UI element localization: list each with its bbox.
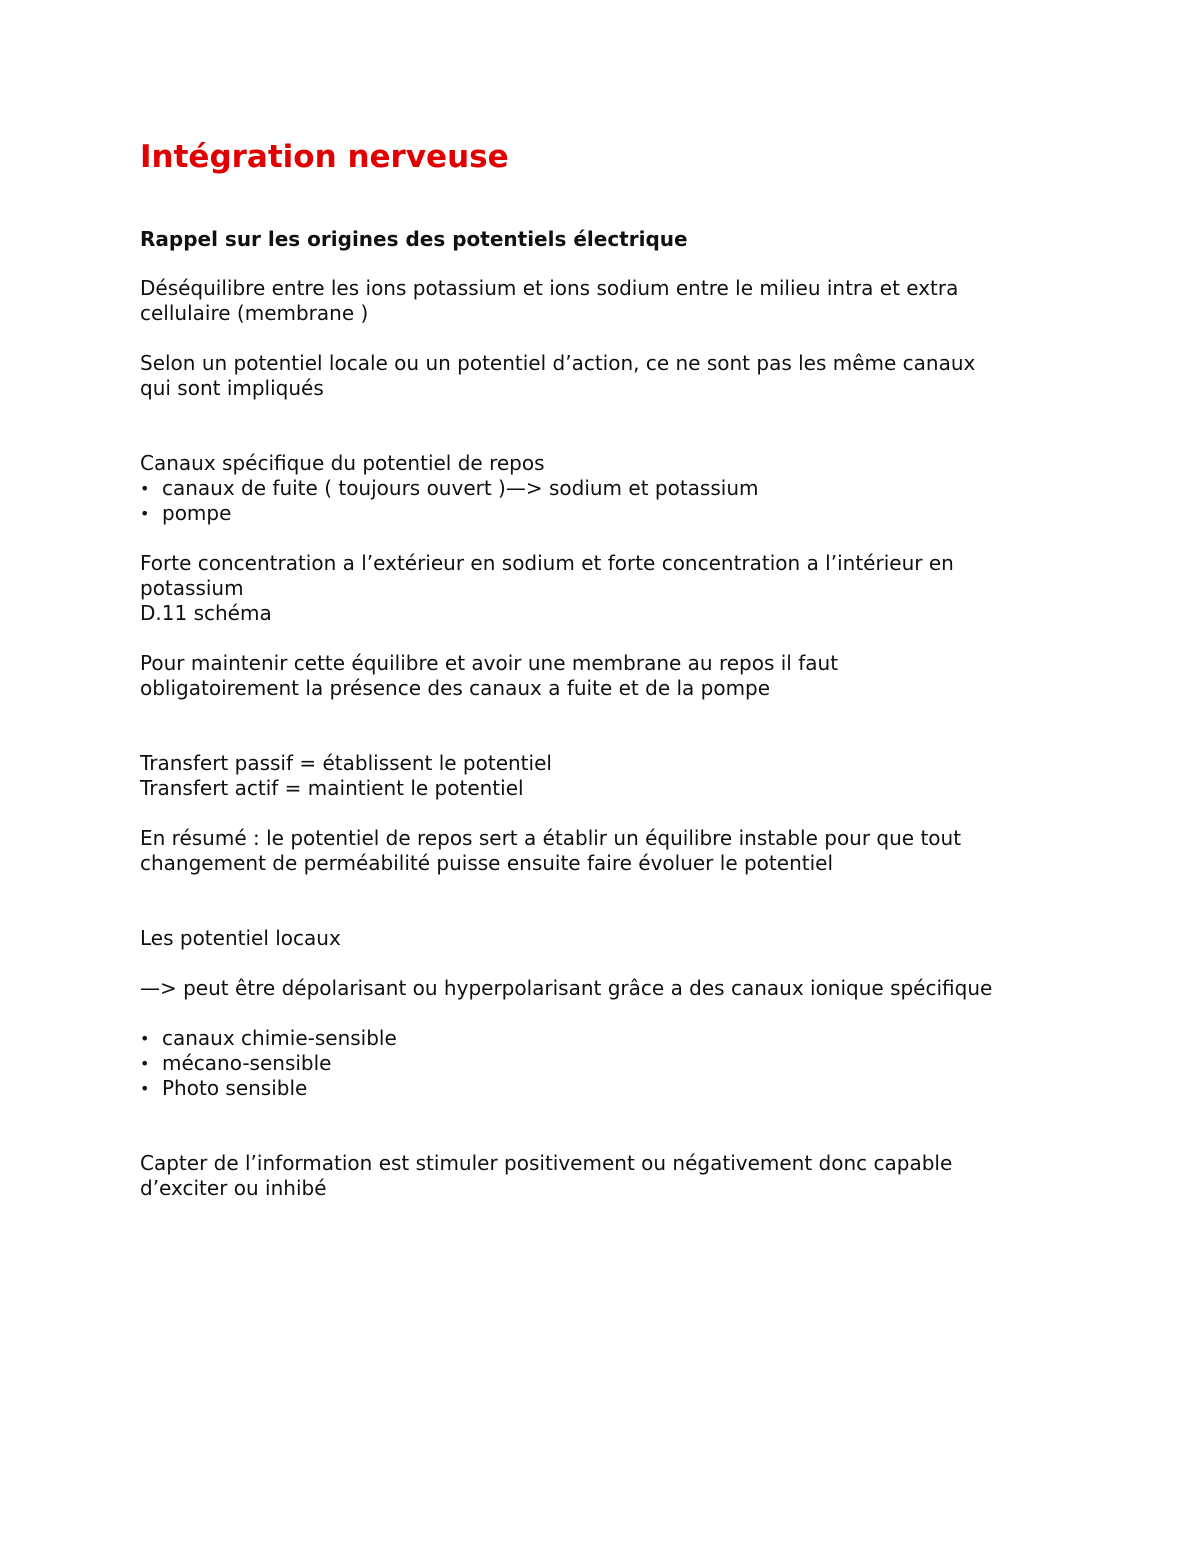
paragraph-transfert: Transfert passif = établissent le potentiel Transfert actif = maintient le potentiel [140,751,552,800]
list-item [140,1076,1080,1101]
list-item-text: canaux chimie-sensible [162,1026,397,1050]
paragraph-maintenir: Pour maintenir cette équilibre et avoir une membrane au repos il faut obligatoirement la présence des canaux a fuite et de la pompe [140,651,839,700]
paragraph-concentration: Forte concentration a l’extérieur en sodium et forte concentration a l’intérieur en potassium D.11 schéma [140,551,954,625]
paragraph-potentiel-locaux: Les potentiel locaux [140,926,341,950]
list-item [140,476,1080,501]
bullet-icon: • [140,1054,150,1073]
bullet-icon: • [140,1079,150,1098]
list-item [140,1026,1080,1051]
list-item-text: canaux de fuite ( toujours ouvert )—> sodium et potassium [162,476,759,500]
bullet-list-canaux [140,476,1080,526]
bullet-list-sensibles [140,1026,1080,1101]
bullet-icon: • [140,1029,150,1048]
list-item-text: mécano-sensible [162,1051,332,1075]
section-heading: Rappel sur les origines des potentiels électrique [140,227,688,251]
document-title: Intégration nerveuse [140,139,509,175]
paragraph-desequilibre: Déséquilibre entre les ions potassium et ions sodium entre le milieu intra et extra cellulaire (membrane ) [140,276,959,325]
bullet-icon: • [140,479,150,498]
list-item [140,501,1080,526]
paragraph-capter: Capter de l’information est stimuler positivement ou négativement donc capable d’exciter ou inhibé [140,1151,953,1200]
list-item-text: Photo sensible [162,1076,308,1100]
list-item-text: pompe [162,501,232,525]
bullet-icon: • [140,504,150,523]
paragraph-canaux-repos: Canaux spécifique du potentiel de repos [140,451,545,475]
paragraph-resume: En résumé : le potentiel de repos sert a établir un équilibre instable pour que tout changement de perméabilité puisse ensuite faire évoluer le potentiel [140,826,962,875]
paragraph-depolarisant: —> peut être dépolarisant ou hyperpolarisant grâce a des canaux ionique spécifique [140,976,993,1000]
list-item [140,1051,1080,1076]
document-page [140,136,1080,1226]
paragraph-potentiel-local: Selon un potentiel locale ou un potentiel d’action, ce ne sont pas les même canaux qui sont impliqués [140,351,976,400]
